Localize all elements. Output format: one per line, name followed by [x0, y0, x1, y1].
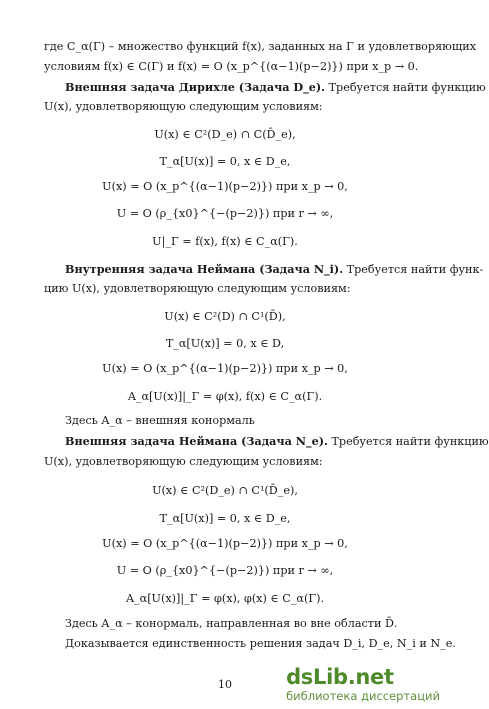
section-dirichlet-ext: [65, 80, 486, 95]
equation: U(x) = O (x_p^{(α−1)(p−2)}) при x_p → 0,: [102, 537, 348, 550]
note: Здесь A_α – конормаль, направленная во вне области D̄.: [65, 617, 398, 630]
equation: U(x) = O (x_p^{(α−1)(p−2)}) при x_p → 0,: [102, 362, 348, 375]
equation: U(x) = O (x_p^{(α−1)(p−2)}) при x_p → 0,: [102, 180, 348, 193]
section-heading: Внешняя задача Дирихле (Задача D_e).: [65, 80, 326, 94]
closing-text: Доказывается единственность решения задач D_i, D_e, N_i и N_e.: [65, 637, 456, 650]
watermark-subtitle: библиотека диссертаций: [286, 688, 440, 703]
section-neumann-ext: [65, 434, 489, 449]
equation: U(x) ∈ C²(D_e) ∩ C¹(D̄_e),: [152, 484, 298, 497]
note: Здесь A_α – внешняя конормаль: [65, 414, 255, 427]
text-line: цию U(x), удовлетворяющую следующим условиям:: [44, 282, 351, 295]
text-line: U(x), удовлетворяющую следующим условиям:: [44, 455, 323, 468]
watermark-logo: dsLib.net: [286, 665, 394, 690]
equation: T_α[U(x)] = 0, x ∈ D_e,: [159, 512, 291, 525]
text-line: условиям f(x) ∈ C(Γ) и f(x) = O (x_p^{(α−1)(p−2)}) при x_p → 0.: [44, 60, 419, 73]
equation: A_α[U(x)]|_Γ = φ(x), φ(x) ∈ C_α(Γ).: [125, 592, 325, 605]
equation: U|_Γ = f(x), f(x) ∈ C_α(Γ).: [152, 235, 298, 248]
section-heading: Внутренняя задача Неймана (Задача N_i).: [65, 262, 344, 276]
equation: U = O (ρ_{x0}^{−(p−2)}) при r → ∞,: [116, 207, 334, 220]
section-text: Требуется найти функцию: [331, 435, 489, 448]
equation: T_α[U(x)] = 0, x ∈ D,: [165, 337, 285, 350]
equation: U = O (ρ_{x0}^{−(p−2)}) при r → ∞,: [116, 564, 334, 577]
text-line: U(x), удовлетворяющую следующим условиям:: [44, 100, 323, 113]
equation: A_α[U(x)]|_Γ = φ(x), f(x) ∈ C_α(Γ).: [127, 390, 323, 403]
equation: T_α[U(x)] = 0, x ∈ D_e,: [159, 155, 291, 168]
section-heading: Внешняя задача Неймана (Задача N_e).: [65, 434, 328, 448]
text-line: где C_α(Γ) – множество функций f(x), заданных на Γ и удовлетворяющих: [44, 40, 477, 53]
page-number: 10: [218, 678, 232, 691]
section-neumann-int: [65, 262, 483, 277]
watermark: [286, 664, 440, 703]
section-text: Требуется найти функцию: [328, 81, 486, 94]
equation: U(x) ∈ C²(D) ∩ C¹(D̄),: [164, 310, 286, 323]
section-text: Требуется найти функ-: [346, 263, 484, 276]
equation: U(x) ∈ C²(D_e) ∩ C(D̄_e),: [154, 128, 296, 141]
